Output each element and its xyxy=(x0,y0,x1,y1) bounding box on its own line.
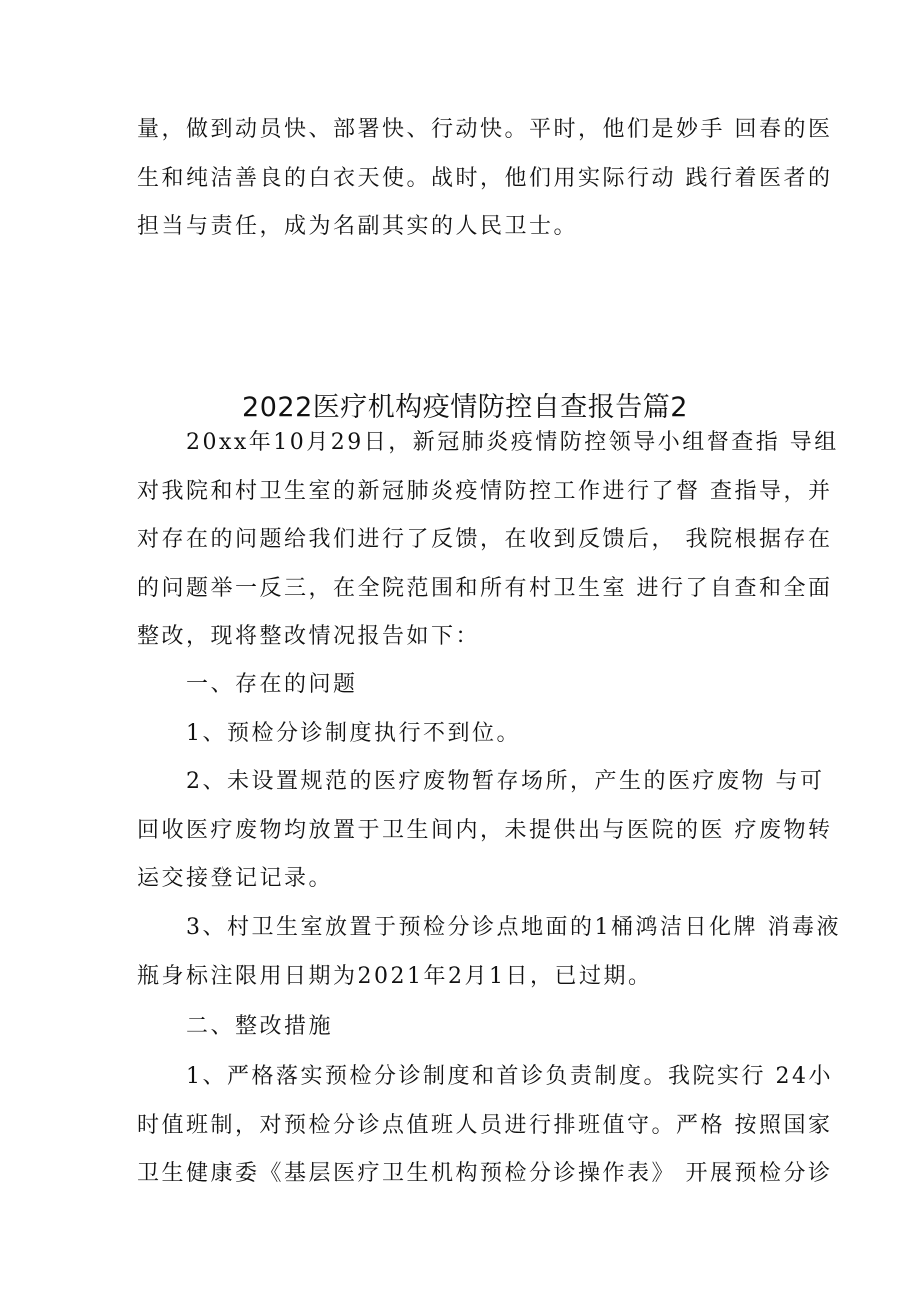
document-title: 2022医疗机构疫情防控自查报告篇2 xyxy=(242,392,688,424)
issue-1 xyxy=(137,710,793,759)
paragraph-line: 1、严格落实预检分诊制度和首诊负责制度。我院实行 24小 xyxy=(186,1064,833,1089)
issue-2 xyxy=(137,758,833,904)
paragraph-line: 2、未设置规范的医疗废物暂存场所，产生的医疗废物 与可 xyxy=(186,769,825,794)
intro-paragraph xyxy=(137,419,839,662)
paragraph-line: 运交接登记记录。 xyxy=(137,866,334,891)
paragraph-line: 的问题举一反三，在全院范围和所有村卫生室 进行了自查和全面 xyxy=(137,575,833,601)
section-heading-problems xyxy=(137,661,793,710)
paragraph-line: 生和纯洁善良的白衣天使。战时，他们用实际行动 践行着医者的 xyxy=(137,165,833,191)
paragraph-line: 回收医疗废物均放置于卫生间内，未提供出与医院的医 疗废物转 xyxy=(137,817,833,843)
issue-3 xyxy=(137,904,841,1001)
paragraph-line: 1、预检分诊制度执行不到位。 xyxy=(186,721,521,746)
paragraph-line: 对我院和村卫生室的新冠肺炎疫情防控工作进行了督 查指导，并 xyxy=(137,478,833,504)
top-paragraph xyxy=(137,106,833,252)
measure-1 xyxy=(137,1053,833,1199)
paragraph-line: 瓶身标注限用日期为2021年2月1日，已过期。 xyxy=(137,963,653,989)
paragraph-line: 3、村卫生室放置于预检分诊点地面的1桶鸿洁日化牌 消毒液 xyxy=(186,915,841,940)
paragraph-line: 担当与责任，成为名副其实的人民卫士。 xyxy=(137,214,579,239)
paragraph-line: 量，做到动员快、部署快、行动快。平时，他们是妙手 回春的医 xyxy=(137,117,833,142)
section-heading: 二、整改措施 xyxy=(186,1014,334,1039)
paragraph-line: 对存在的问题给我们进行了反馈，在收到反馈后， 我院根据存在 xyxy=(137,527,833,552)
paragraph-line: 整改，现将整改情况报告如下： xyxy=(137,624,481,649)
section-heading-measures xyxy=(137,1003,793,1052)
paragraph-line: 20xx年10月29日，新冠肺炎疫情防控领导小组督查指 导组 xyxy=(186,430,839,455)
paragraph-line: 时值班制，对预检分诊点值班人员进行排班值守。严格 按照国家 xyxy=(137,1112,833,1138)
paragraph-line: 卫生健康委《基层医疗卫生机构预检分诊操作表》 开展预检分诊 xyxy=(137,1161,833,1186)
section-heading: 一、存在的问题 xyxy=(186,672,358,697)
